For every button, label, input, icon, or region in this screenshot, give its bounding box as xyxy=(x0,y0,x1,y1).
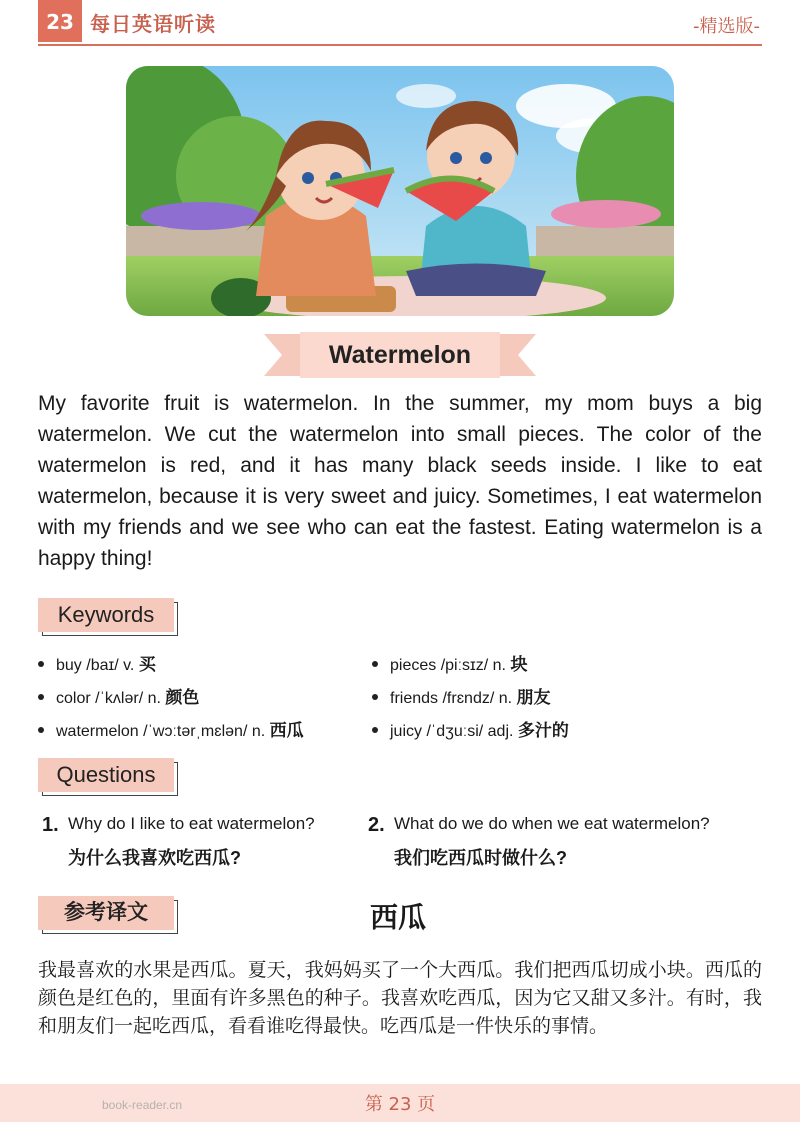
question-item xyxy=(42,814,362,874)
keyword-item: watermelon /ˈwɔːtərˌmɛlən/ n. 西瓜 xyxy=(38,716,304,741)
book-title: 每日英语听读 xyxy=(90,12,216,36)
children-eating-watermelon-image xyxy=(126,66,674,316)
question-chinese: 为什么我喜欢吃西瓜? xyxy=(68,848,241,868)
questions-heading: Questions xyxy=(56,762,156,787)
question-number: 2. xyxy=(368,814,385,836)
website-watermark: book-reader.cn xyxy=(102,1098,183,1112)
question-english: What do we do when we eat watermelon? xyxy=(394,814,710,833)
keyword-item: pieces /piːsɪz/ n. 块 xyxy=(372,650,527,675)
story-illustration xyxy=(126,66,674,316)
keyword-item: juicy /ˈdʒuːsi/ adj. 多汁的 xyxy=(372,716,569,741)
keyword-item: color /ˈkʌlər/ n. 颜色 xyxy=(38,683,199,708)
questions-section-label xyxy=(38,758,174,792)
keyword-item: friends /frɛndz/ n. 朋友 xyxy=(372,683,551,708)
reading-passage: My favorite fruit is watermelon. In the summer, my mom buys a big watermelon. We cut the watermelon into small pieces. The color of the watermelon is red, and it has many black seeds inside. I like to eat watermelon, because it is very sweet and juicy. Sometimes, I eat watermelon with my friends and we see who can eat the fastest. Eating watermelon is a happy thing! xyxy=(38,392,762,570)
page-footer xyxy=(0,1084,800,1122)
lesson-title: Watermelon xyxy=(328,341,472,369)
question-chinese: 我们吃西瓜时做什么? xyxy=(394,848,567,868)
question-number: 1. xyxy=(42,814,59,836)
translation-title: 西瓜 xyxy=(370,901,427,934)
translation-heading: 参考译文 xyxy=(64,901,148,924)
page-number-badge: 23 xyxy=(38,0,82,42)
keyword-item: buy /baɪ/ v. 买 xyxy=(38,650,156,675)
footer-page-number: 第 23 页 xyxy=(364,1094,436,1115)
lesson-title-banner xyxy=(264,332,536,378)
keywords-heading: Keywords xyxy=(57,602,155,627)
question-english: Why do I like to eat watermelon? xyxy=(68,814,315,833)
translation-section-label xyxy=(38,896,174,930)
page-header xyxy=(38,0,762,46)
keywords-section-label xyxy=(38,598,174,632)
edition-label: -精选版- xyxy=(693,16,760,37)
question-item xyxy=(368,814,762,874)
translation-passage: 我最喜欢的水果是西瓜。夏天，我妈妈买了一个大西瓜。我们把西瓜切成小块。西瓜的颜色是红色的，里面有许多黑色的种子。我喜欢吃西瓜，因为它又甜又多汁。有时，我和朋友们一起吃西瓜，看看谁吃得最快。吃西瓜是一件快乐的事情。 xyxy=(38,959,762,1037)
